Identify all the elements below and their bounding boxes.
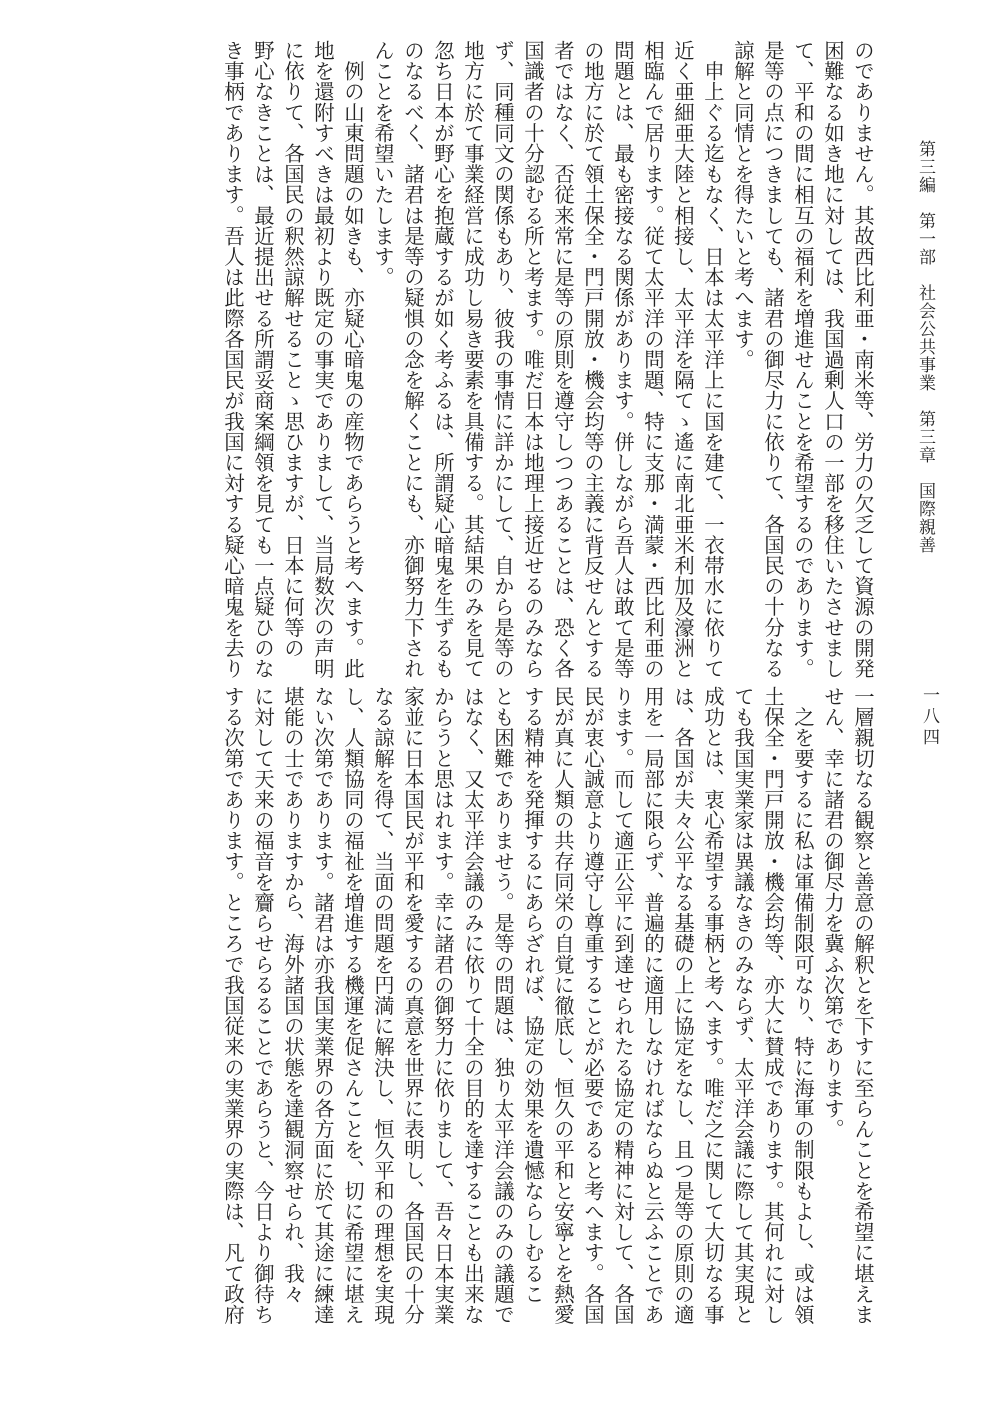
page-number xyxy=(912,686,942,749)
text-line: 困難なる如き地に対しては、我国過剰人口の一部を移住いたさせまし xyxy=(821,40,845,679)
upper-text-block xyxy=(86,40,878,679)
text-line: する次第であります。ところで我国従来の実業界の実際は、凡て政府 xyxy=(221,686,245,1325)
text-line: んことを希望いたします。 xyxy=(371,40,395,288)
text-line: き事柄であります。吾人は此際各国民が我国に対する疑心暗鬼を去り xyxy=(221,40,245,679)
text-line: 近く亜細亜大陸と相接し、太平洋を隔てゝ遙に南北亜米利加及濠洲と xyxy=(671,40,695,679)
text-line: ります。而して適正公平に到達せられたる協定の精神に対して、各国 xyxy=(611,686,635,1325)
text-line: 野心なきことは、最近提出せる所謂妥商案綱領を見ても一点疑ひのな xyxy=(251,40,275,679)
text-line: のでありません。其故西比利亜・南米等、労力の欠乏して資源の開発 xyxy=(851,40,875,679)
text-line: に依りて、各国民の釈然諒解せることゝ思ひますが、日本に何等の xyxy=(281,40,305,658)
text-line: とも困難でありませう。是等の問題は、独り太平洋会議のみの議題で xyxy=(491,686,515,1325)
text-line: の地方に於て領土保全・門戸開放・機会均等の主義に背反せんとする xyxy=(581,40,605,679)
text-line: する精神を発揮するにあらざれば、協定の効果を遺憾ならしむるこ xyxy=(521,686,545,1304)
text-line: 家並に日本国民が平和を愛するの真意を世界に表明し、各国民の十分 xyxy=(401,686,425,1325)
text-line: ず、同種同文の関係もあり、彼我の事情に詳かにして、自から是等の xyxy=(491,40,515,679)
text-line: に対して天来の福音を齎らせらるることであらうと、今日より御待ち xyxy=(251,686,275,1325)
text-line: なる諒解を得て、当面の問題を円満に解決し、恒久平和の理想を実現 xyxy=(371,686,395,1325)
text-line: 国識者の十分認むる所と考ます。唯だ日本は地理上接近せるのみなら xyxy=(521,40,545,679)
running-header-text: 第三編 第一部 社会公共事業 第三章 国際親善 xyxy=(915,140,935,554)
text-line: からうと思はれます。幸に諸君の御努力に依りまして、吾々日本実業 xyxy=(431,686,455,1325)
text-line: 申上ぐる迄もなく、日本は太平洋上に国を建て、一衣帯水に依りて xyxy=(701,40,725,679)
text-line: 堪能の士でありますから、海外諸国の状態を達観洞察せられ、我々 xyxy=(281,686,305,1304)
text-line: し、人類協同の福祉を増進する機運を促さんことを、切に希望に堪え xyxy=(341,686,365,1325)
text-line: 問題とは、最も密接なる関係があります。併しながら吾人は敢て是等 xyxy=(611,40,635,679)
text-line: 用を一局部に限らず、普遍的に適用しなければならぬと云ふことであ xyxy=(641,686,665,1325)
text-line: 者ではなく、否従来常に是等の原則を遵守しつつあることは、恐く各 xyxy=(551,40,575,679)
text-line: せん、幸に諸君の御尽力を冀ふ次第であります。 xyxy=(821,686,845,1140)
text-line: ても我国実業家は異議なきのみならず、太平洋会議に際して其実現と xyxy=(731,686,755,1325)
text-line: 是等の点につきましても、諸君の御尽力に依りて、各国民の十分なる xyxy=(761,40,785,679)
text-line: 民が真に人類の共存同栄の自覚に徹底し、恒久の平和と安寧とを熱愛 xyxy=(551,686,575,1325)
text-line: 諒解と同情とを得たいと考へます。 xyxy=(731,40,755,370)
text-line: 忽ち日本が野心を抱蔵するが如く考ふるは、所謂疑心暗鬼を生ずるも xyxy=(431,40,455,679)
running-header xyxy=(905,140,945,600)
text-line: 民が衷心誠意より遵守し尊重することが必要であると考へます。各国 xyxy=(581,686,605,1325)
text-line: て、平和の間に相互の福利を増進せんことを希望するのであります。 xyxy=(791,40,815,679)
text-line: 之を要するに私は軍備制限可なり、特に海軍の制限もよし、或は領 xyxy=(791,686,815,1325)
text-line: のなるべく、諸君は是等の疑惧の念を解くことにも、亦御努力下され xyxy=(401,40,425,679)
page-number-text: 一八四 xyxy=(919,686,939,749)
lower-text-block xyxy=(86,686,878,1346)
text-line: 例の山東問題の如きも、亦疑心暗鬼の産物であらうと考へます。此 xyxy=(341,40,365,679)
text-line: 相臨んで居ります。従て太平洋の問題、特に支那・満蒙・西比利亜の xyxy=(641,40,665,679)
text-line: 一層親切なる観察と善意の解釈とを下すに至らんことを希望に堪えま xyxy=(851,686,875,1325)
text-line: ない次第であります。諸君は亦我国実業界の各方面に於て其途に練達 xyxy=(311,686,335,1325)
text-line: はなく、又太平洋会議のみに依りて十全の目的を達することも出来な xyxy=(461,686,485,1325)
text-line: 地を還附すべきは最初より既定の事実でありまして、当局数次の声明 xyxy=(311,40,335,679)
text-line: は、各国が夫々公平なる基礎の上に協定をなし、且つ是等の原則の適 xyxy=(671,686,695,1325)
text-line: 地方に於て事業経営に成功し易き要素を具備する。其結果のみを見て xyxy=(461,40,485,679)
text-line: 成功とは、衷心希望する事柄と考へます。唯だ之に関して大切なる事 xyxy=(701,686,725,1325)
text-line: 土保全・門戸開放・機会均等、亦大に賛成であります。其何れに対し xyxy=(761,686,785,1325)
